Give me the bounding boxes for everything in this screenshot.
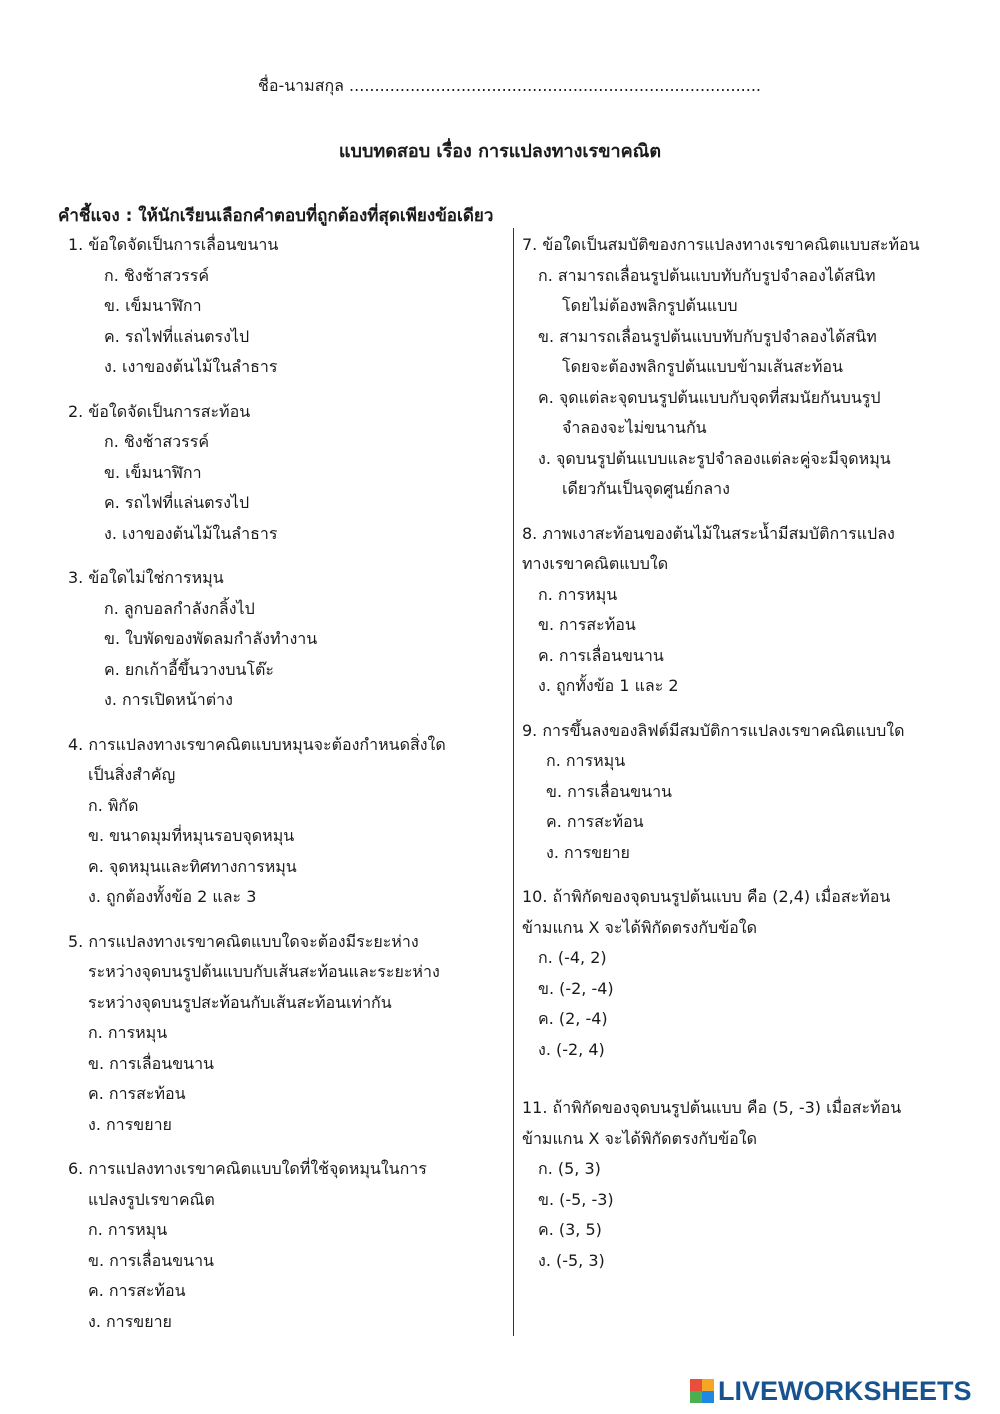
option-line-1: ค. จุดแต่ละจุดบนรูปต้นแบบกับจุดที่สมนัยกันบนรูป [538, 387, 881, 407]
left-column [68, 230, 508, 1351]
option-a[interactable]: ก. (5, 3) [538, 1159, 601, 1178]
option-c[interactable]: ค. (3, 5) [538, 1220, 602, 1239]
question-text: 3. ข้อใดไม่ใช่การหมุน [68, 568, 224, 587]
question-3 [68, 563, 508, 716]
option-a[interactable]: ก. การหมุน [546, 751, 626, 770]
question-text [68, 1154, 508, 1215]
question-2 [68, 397, 508, 550]
name-line: ชื่อ-นามสกุล ................................................................................. [258, 76, 762, 95]
question-text: 7. ข้อใดเป็นสมบัติของการแปลงทางเรขาคณิตแบบสะท้อน [522, 235, 920, 254]
option-a[interactable]: ก. การหมุน [538, 584, 618, 604]
question-line-1: 4. การแปลงทางเรขาคณิตแบบหมุนจะต้องกำหนดสิ่งใด [68, 734, 446, 754]
option-c[interactable]: ค. รถไฟที่แล่นตรงไป [104, 326, 250, 346]
option-b[interactable]: ข. การเลื่อนขนาน [88, 1053, 214, 1073]
question-line-2: ข้ามแกน X จะได้พิกัดตรงกับข้อใด [522, 1128, 757, 1148]
right-column [522, 230, 962, 1290]
question-4 [68, 730, 508, 913]
logo-block-1 [690, 1379, 702, 1391]
question-line-1: 11. ถ้าพิกัดของจุดบนรูปต้นแบบ คือ (5, -3) เมื่อสะท้อน [522, 1098, 902, 1117]
question-line-1: 5. การแปลงทางเรขาคณิตแบบใดจะต้องมีระยะห่าง [68, 931, 419, 951]
option-a[interactable]: ก. ลูกบอลกำลังกลิ้งไป [104, 598, 255, 618]
question-11 [522, 1093, 962, 1276]
option-b[interactable]: ข. (-5, -3) [538, 1189, 614, 1209]
option-line-2: จำลองจะไม่ขนานกัน [562, 418, 707, 437]
question-8 [522, 519, 962, 702]
option-b[interactable]: ข. เข็มนาฬิกา [104, 296, 202, 315]
option-a[interactable]: ก. การหมุน [88, 1220, 168, 1239]
question-line-1: 10. ถ้าพิกัดของจุดบนรูปต้นแบบ คือ (2,4) เมื่อสะท้อน [522, 887, 891, 906]
option-a[interactable]: ก. พิกัด [88, 795, 139, 815]
liveworksheets-logo[interactable] [690, 1376, 972, 1406]
question-line-2: ทางเรขาคณิตแบบใด [522, 554, 669, 573]
option-d[interactable]: ง. การขยาย [88, 1311, 172, 1331]
question-text [68, 730, 508, 791]
question-text [522, 882, 962, 943]
question-text: 9. การขึ้นลงของลิฟต์มีสมบัติการแปลงเรขาคณิตแบบใด [522, 720, 905, 740]
question-5 [68, 927, 508, 1141]
question-text: 2. ข้อใดจัดเป็นการสะท้อน [68, 401, 251, 421]
question-line-3: ระหว่างจุดบนรูปสะท้อนกับเส้นสะท้อนเท่ากัน [88, 992, 392, 1012]
option-c[interactable]: ค. การเลื่อนขนาน [538, 645, 664, 665]
option-b[interactable] [522, 322, 962, 383]
option-b[interactable]: ข. การเลื่อนขนาน [546, 781, 672, 801]
question-9 [522, 716, 962, 869]
question-line-1: 8. ภาพเงาสะท้อนของต้นไม้ในสระน้ำมีสมบัติการแปลง [522, 523, 895, 543]
question-line-2: ข้ามแกน X จะได้พิกัดตรงกับข้อใด [522, 917, 757, 937]
option-c[interactable]: ค. (2, -4) [538, 1009, 608, 1028]
question-1 [68, 230, 508, 383]
question-6 [68, 1154, 508, 1337]
logo-block-2 [702, 1379, 714, 1391]
question-text [522, 519, 962, 580]
question-line-2: ระหว่างจุดบนรูปต้นแบบกับเส้นสะท้อนและระยะห่าง [88, 962, 440, 981]
instructions: คำชี้แจง : ให้นักเรียนเลือกคำตอบที่ถูกต้องที่สุดเพียงข้อเดียว [58, 206, 494, 226]
option-b[interactable]: ข. (-2, -4) [538, 978, 614, 998]
question-line-2: เป็นสิ่งสำคัญ [88, 765, 176, 784]
option-b[interactable]: ข. การสะท้อน [538, 615, 636, 634]
option-line-1: ก. สามารถเลื่อนรูปต้นแบบทับกับรูปจำลองได้สนิท [538, 265, 876, 285]
option-d[interactable]: ง. การขยาย [546, 842, 630, 862]
option-d[interactable]: ง. (-5, 3) [538, 1250, 605, 1270]
option-d[interactable]: ง. (-2, 4) [538, 1039, 605, 1059]
option-b[interactable]: ข. เข็มนาฬิกา [104, 462, 202, 482]
option-b[interactable]: ข. การเลื่อนขนาน [88, 1250, 214, 1270]
question-line-1: 6. การแปลงทางเรขาคณิตแบบใดที่ใช้จุดหมุนในการ [68, 1159, 427, 1178]
question-text [522, 1093, 962, 1154]
option-a[interactable]: ก. การหมุน [88, 1023, 168, 1042]
option-d[interactable] [522, 444, 962, 505]
option-d[interactable]: ง. เงาของต้นไม้ในลำธาร [104, 523, 278, 543]
option-b[interactable]: ข. ขนาดมุมที่หมุนรอบจุดหมุน [88, 826, 295, 845]
option-c[interactable]: ค. จุดหมุนและทิศทางการหมุน [88, 856, 297, 876]
question-10 [522, 882, 962, 1065]
question-text: 1. ข้อใดจัดเป็นการเลื่อนขนาน [68, 235, 279, 254]
logo-blocks-icon [690, 1379, 714, 1403]
option-d[interactable]: ง. เงาของต้นไม้ในลำธาร [104, 357, 278, 376]
question-text [68, 927, 508, 1019]
page-title: แบบทดสอบ เรื่อง การแปลงทางเรขาคณิต [338, 141, 662, 162]
option-c[interactable]: ค. การสะท้อน [546, 812, 644, 831]
option-a[interactable] [522, 261, 962, 322]
option-d[interactable]: ง. ถูกทั้งข้อ 1 และ 2 [538, 676, 679, 695]
option-a[interactable]: ก. (-4, 2) [538, 948, 607, 967]
logo-block-3 [690, 1391, 702, 1403]
column-divider [513, 228, 514, 1336]
option-d[interactable]: ง. การเปิดหน้าต่าง [104, 690, 233, 709]
question-7 [522, 230, 962, 505]
question-line-2: แปลงรูปเรขาคณิต [88, 1189, 215, 1209]
option-d[interactable]: ง. การขยาย [88, 1114, 172, 1134]
option-c[interactable]: ค. ยกเก้าอี้ขึ้นวางบนโต๊ะ [104, 659, 275, 679]
logo-text: LIVEWORKSHEETS [718, 1375, 972, 1406]
option-c[interactable]: ค. รถไฟที่แล่นตรงไป [104, 493, 250, 512]
option-b[interactable]: ข. ใบพัดของพัดลมกำลังทำงาน [104, 629, 318, 648]
option-line-1: ง. จุดบนรูปต้นแบบและรูปจำลองแต่ละคู่จะมีจุดหมุน [538, 448, 891, 468]
option-d[interactable]: ง. ถูกต้องทั้งข้อ 2 และ 3 [88, 887, 257, 906]
option-line-1: ข. สามารถเลื่อนรูปต้นแบบทับกับรูปจำลองได้สนิท [538, 326, 877, 346]
option-c[interactable] [522, 383, 962, 444]
logo-block-4 [702, 1391, 714, 1403]
option-line-2: เดียวกันเป็นจุดศูนย์กลาง [562, 479, 730, 498]
option-c[interactable]: ค. การสะท้อน [88, 1281, 186, 1300]
option-a[interactable]: ก. ชิงช้าสวรรค์ [104, 265, 210, 285]
option-a[interactable]: ก. ชิงช้าสวรรค์ [104, 432, 210, 451]
option-line-2: โดยจะต้องพลิกรูปต้นแบบข้ามเส้นสะท้อน [562, 357, 843, 376]
option-line-2: โดยไม่ต้องพลิกรูปต้นแบบ [562, 296, 738, 315]
option-c[interactable]: ค. การสะท้อน [88, 1084, 186, 1103]
